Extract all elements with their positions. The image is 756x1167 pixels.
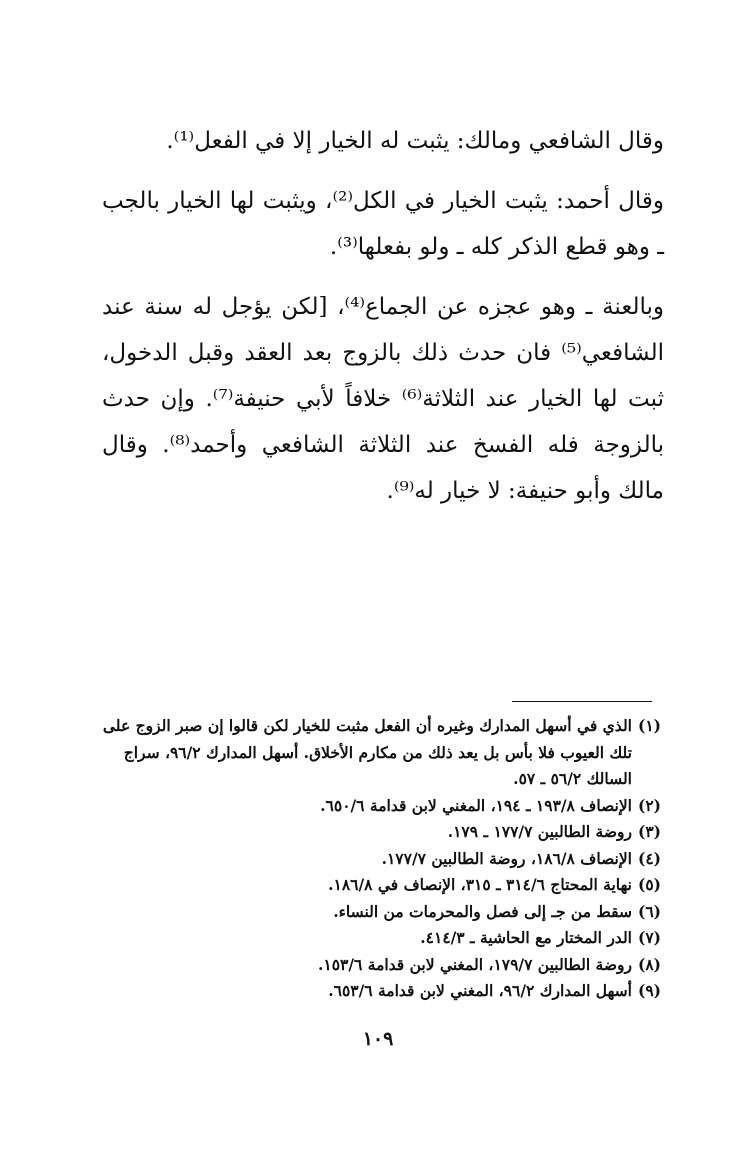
paragraph-1: وقال الشافعي ومالك: يثبت له الخيار إلا في الفعل⁽¹⁾.	[166, 128, 664, 154]
footnote-1	[101, 713, 661, 793]
footnote-text: الدر المختار مع الحاشية ـ ٤١٤/٣.	[420, 928, 632, 947]
footnote-number: (٢)	[637, 795, 661, 815]
footnote-4	[101, 846, 661, 873]
footnote-number: (١)	[637, 716, 661, 735]
footnote-3	[101, 819, 661, 846]
footnote-number: (٩)	[637, 981, 661, 1000]
footnote-5	[101, 872, 661, 899]
footnote-separator	[512, 701, 652, 702]
footnote-number: (٧)	[637, 928, 661, 947]
footnote-text: نهاية المحتاج ٣١٤/٦ ـ ٣١٥، الإنصاف في ١٨٦/٨.	[328, 875, 632, 894]
footnote-number: (٦)	[637, 901, 661, 921]
footnote-text: روضة الطالبين ١٧٧/٧ ـ ١٧٩.	[447, 822, 632, 841]
footnote-number: (٨)	[637, 954, 661, 974]
footnote-text: روضة الطالبين ١٧٩/٧، المغني لابن قدامة ١٥٣/٦.	[317, 954, 632, 974]
footnote-number: (٥)	[637, 875, 661, 894]
footnote-2	[101, 793, 661, 820]
paragraph-2: وقال أحمد: يثبت الخيار في الكل⁽²⁾، ويثبت لها الخيار بالجب ـ وهو قطع الذكر كله ـ ولو بفعلها⁽³⁾.	[102, 188, 664, 260]
footnote-8	[101, 952, 661, 979]
footnote-text: الإنصاف ١٩٣/٨ ـ ١٩٤، المغني لابن قدامة ٦٥٠/٦.	[320, 795, 632, 815]
main-text	[102, 118, 664, 514]
footnote-number: (٤)	[637, 848, 661, 868]
paragraph-3: وبالعنة ـ وهو عجزه عن الجماع⁽⁴⁾، [لكن يؤجل له سنة عند الشافعي⁽⁵⁾ فان حدث ذلك بالزوج بعد العقد وقبل الدخول، ثبت لها الخيار عند الثلاثة⁽⁶⁾ خلافاً لأبي حنيفة⁽⁷⁾. وإن حدث بالزوجة فله الفسخ عند الثلاثة الشافعي وأحمد⁽⁸⁾. وقال مالك وأبو حنيفة: لا خيار له⁽⁹⁾.	[102, 294, 665, 504]
footnote-text: الذي في أسهل المدارك وغيره أن الفعل مثبت للخيار لكن قالوا إن صبر الزوج على تلك العيوب فلا بأس بل يعد ذلك من مكارم الأخلاق. أسهل المدارك ٩٦/٢، سراج السالك ٥٦/٢ ـ ٥٧.	[102, 716, 632, 788]
footnotes	[101, 713, 661, 1005]
footnote-7	[101, 925, 661, 952]
footnote-text: الإنصاف ١٨٦/٨، روضة الطالبين ١٧٧/٧.	[381, 848, 632, 868]
footnote-9	[101, 978, 661, 1005]
footnote-6	[101, 899, 661, 926]
footnote-number: (٣)	[637, 822, 661, 841]
page-number: ١٠٩	[362, 1028, 394, 1050]
footnote-text: أسهل المدارك ٩٦/٢، المغني لابن قدامة ٦٥٣/٦.	[328, 981, 632, 1000]
footnote-text: سقط من جـ إلى فصل والمحرمات من النساء.	[333, 901, 632, 921]
